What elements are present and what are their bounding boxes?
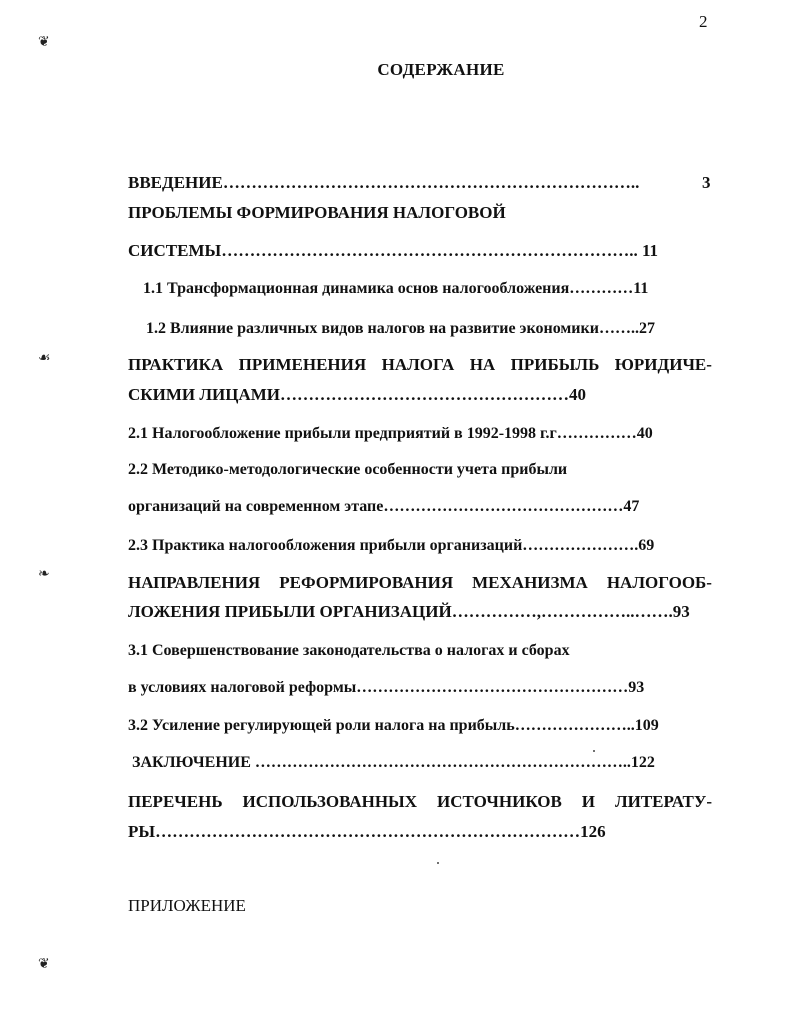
toc-word: И — [581, 792, 595, 811]
margin-mark-icon: ❦ — [38, 957, 50, 972]
toc-section-2-2-cont: организаций на современном этапе………………………………………47 — [128, 498, 640, 515]
toc-section-3-1: 3.1 Совершенствование законодательства о налогах и сборах — [128, 642, 570, 659]
toc-word: ИСПОЛЬЗОВАННЫХ — [242, 792, 418, 811]
toc-section-1-2: 1.2 Влияние различных видов налогов на развитие экономики……..27 — [146, 320, 655, 337]
margin-mark-icon: ☙ — [38, 351, 51, 366]
margin-mark-icon: ❦ — [38, 35, 50, 50]
toc-section-2-1: 2.1 Налогообложение прибыли предприятий в 1992-1998 г.г……………40 — [128, 425, 653, 442]
toc-word: НАПРАВЛЕНИЯ — [128, 573, 261, 592]
toc-entry-intro-page: 3 — [702, 173, 711, 192]
toc-references-title — [128, 792, 712, 812]
toc-word: ИСТОЧНИКОВ — [436, 792, 562, 811]
toc-section-3-1-cont: в условиях налоговой реформы……………………………………………93 — [128, 679, 645, 696]
toc-section-3-2: 3.2 Усиление регулирующей роли налога на прибыль…………………..109 — [128, 717, 659, 734]
toc-word: ЛИТЕРАТУ- — [614, 792, 712, 811]
toc-word: НАЛОГА — [381, 355, 455, 374]
toc-word: ПРИМЕНЕНИЯ — [238, 355, 367, 374]
toc-word: НАЛОГООБ- — [606, 573, 712, 592]
toc-entry-intro — [128, 173, 639, 193]
toc-chapter-1-title-cont: СИСТЕМЫ……………………………………………………………….. 11 — [128, 241, 659, 260]
toc-entry-intro-text: ВВЕДЕНИЕ……………………………………………………………….. — [128, 173, 640, 192]
toc-section-2-2: 2.2 Методико-методологические особенности учета прибыли — [128, 461, 568, 478]
toc-word: ПЕРЕЧЕНЬ — [128, 792, 223, 811]
scan-speck — [593, 750, 595, 752]
toc-chapter-2-title — [128, 355, 712, 375]
toc-word: ПРИБЫЛЬ — [510, 355, 600, 374]
page-title: СОДЕРЖАНИЕ — [377, 60, 505, 79]
toc-references-title-cont: РЫ…………………………………………………………………126 — [128, 822, 606, 841]
toc-section-1-1: 1.1 Трансформационная динамика основ налогообложения…………11 — [143, 280, 649, 297]
scan-speck — [437, 862, 439, 864]
toc-word: РЕФОРМИРОВАНИЯ — [279, 573, 454, 592]
margin-mark-icon: ❧ — [38, 567, 50, 582]
toc-word: ЮРИДИЧЕ- — [614, 355, 712, 374]
toc-chapter-3-title — [128, 573, 712, 593]
toc-chapter-3-title-cont: ЛОЖЕНИЯ ПРИБЫЛИ ОРГАНИЗАЦИЙ……………,……………..…….93 — [128, 602, 690, 621]
toc-chapter-2-title-cont: СКИМИ ЛИЦАМИ……………………………………………40 — [128, 385, 587, 404]
toc-section-2-3: 2.3 Практика налогообложения прибыли организаций………………….69 — [128, 537, 655, 554]
toc-appendix: ПРИЛОЖЕНИЕ — [128, 896, 246, 915]
toc-word: МЕХАНИЗМА — [472, 573, 588, 592]
toc-word: НА — [469, 355, 496, 374]
page-number: 2 — [699, 12, 708, 31]
toc-word: ПРАКТИКА — [128, 355, 224, 374]
toc-conclusion: ЗАКЛЮЧЕНИЕ ……………………………………………………………..122 — [132, 754, 655, 771]
toc-chapter-1-title: ПРОБЛЕМЫ ФОРМИРОВАНИЯ НАЛОГОВОЙ — [128, 203, 506, 222]
